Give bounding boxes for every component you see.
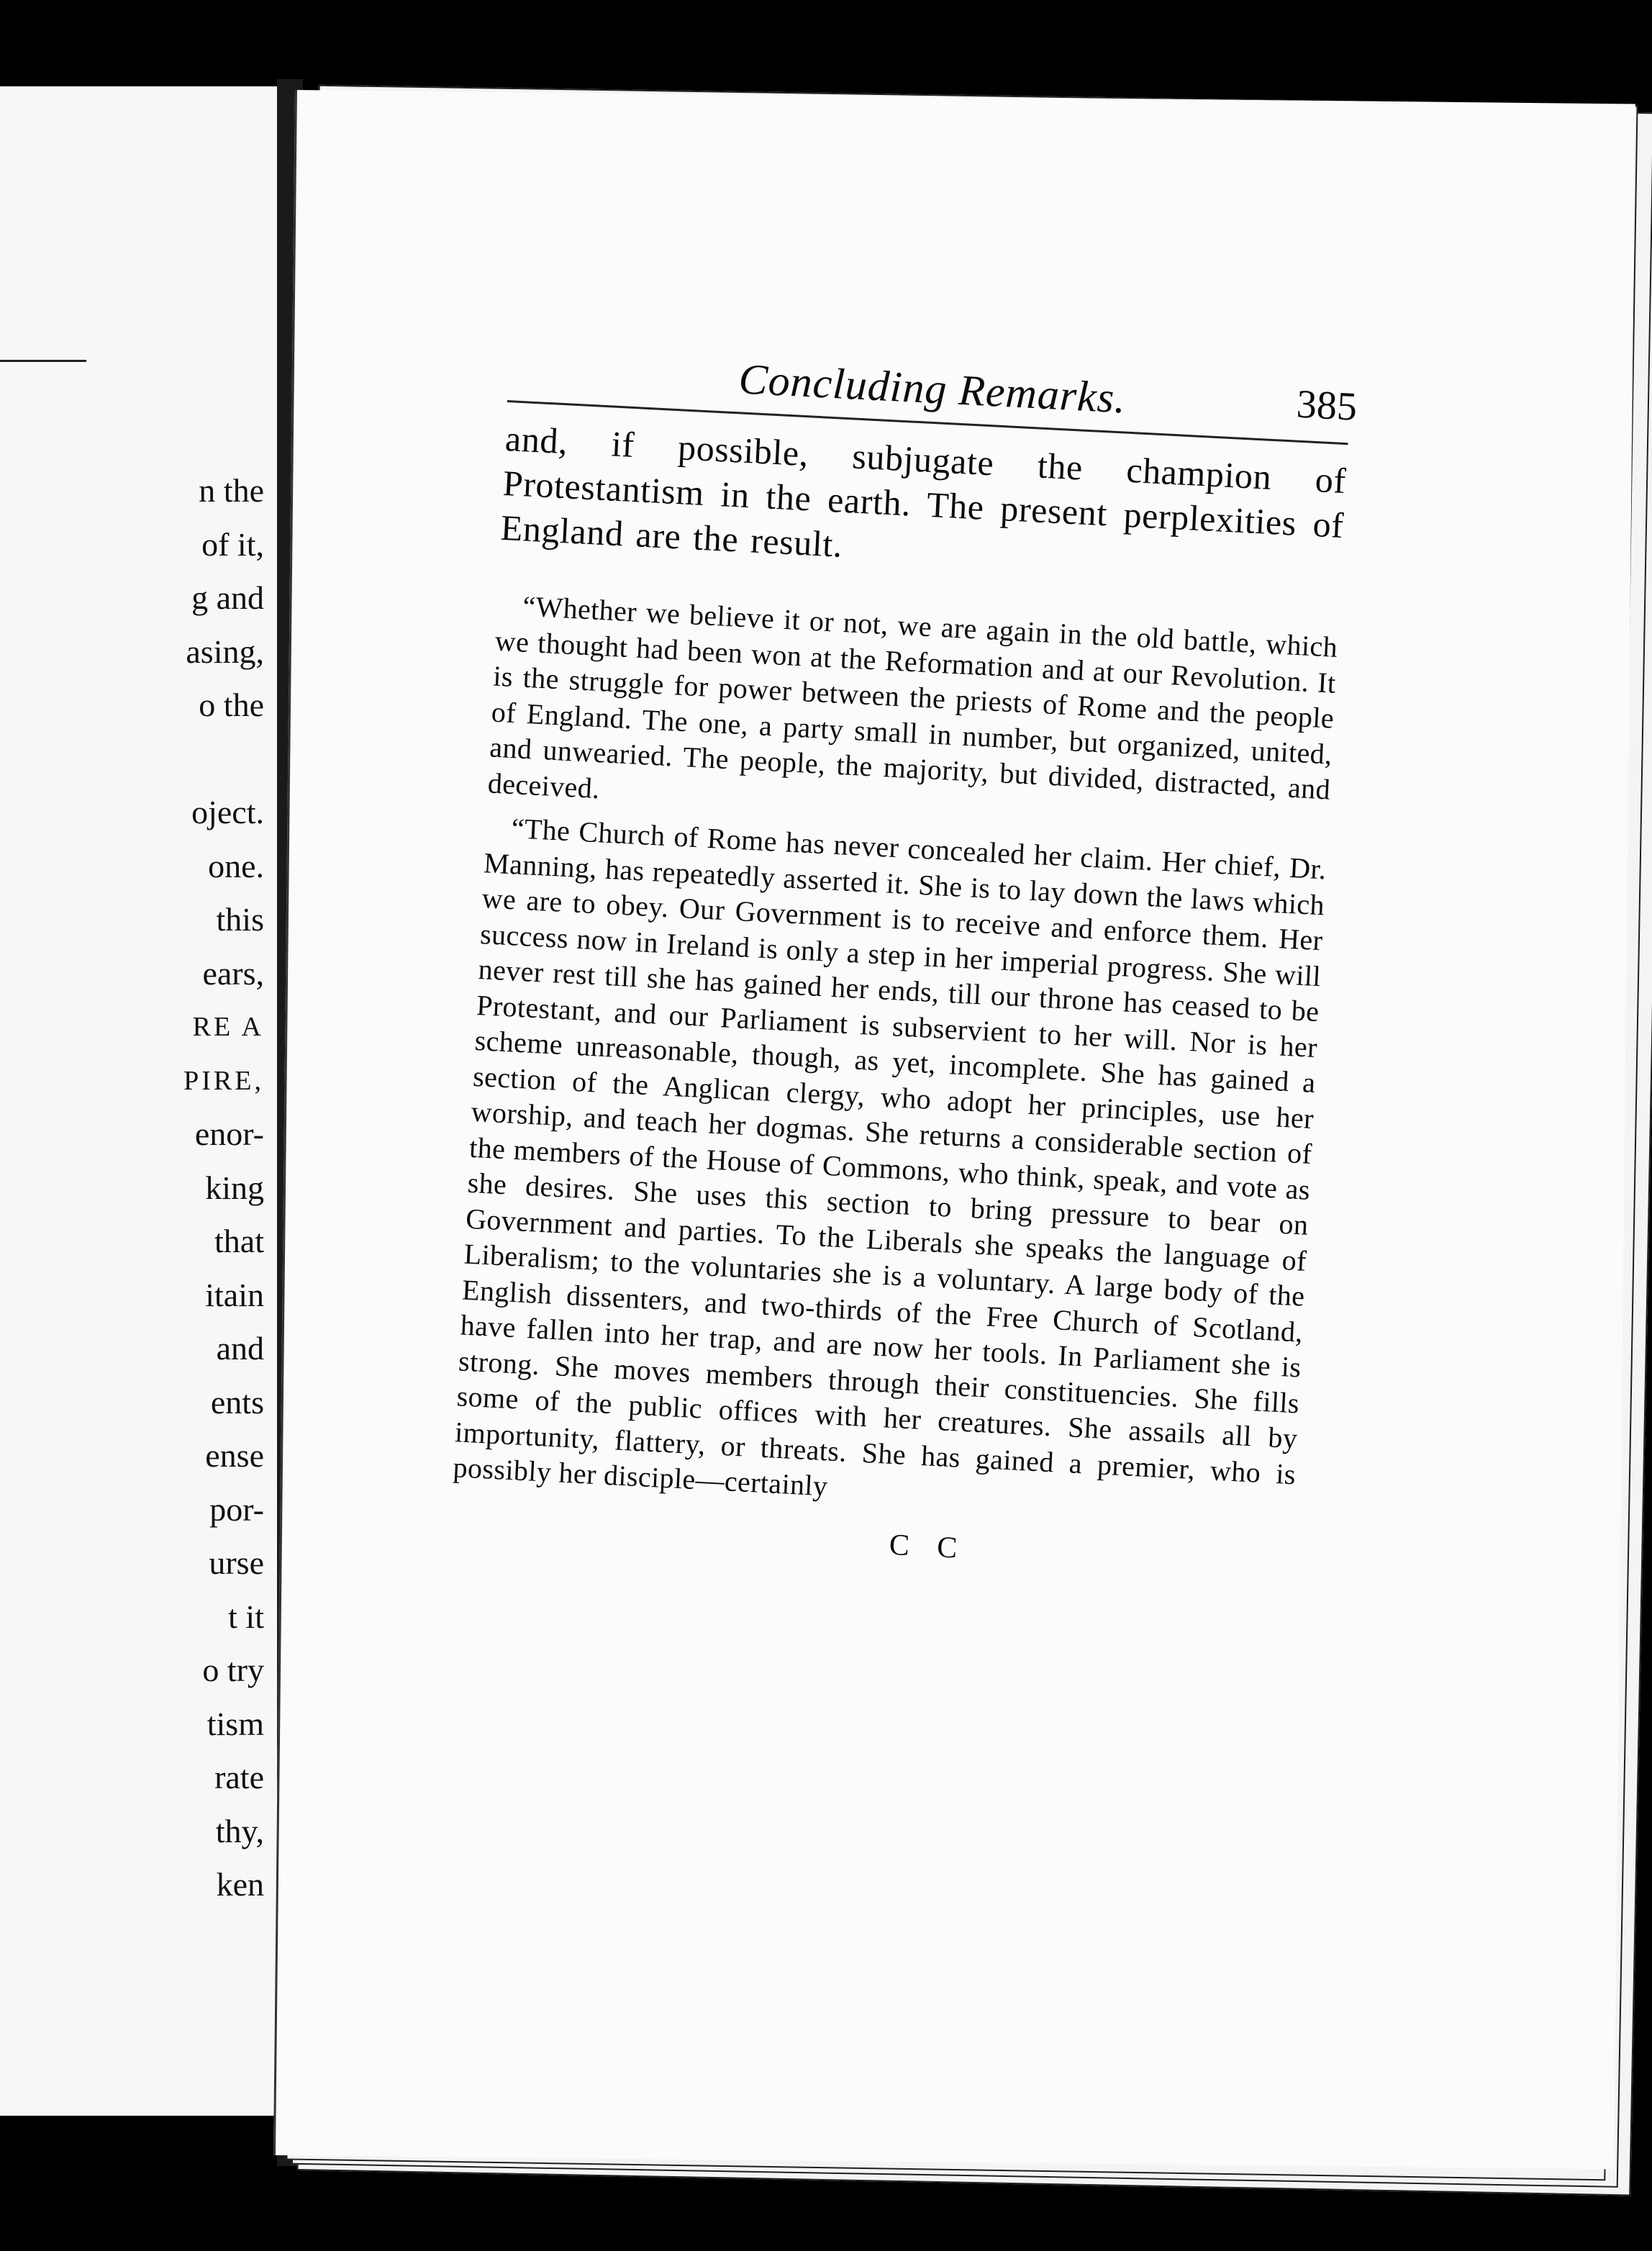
running-title: Concluding Remarks. <box>738 355 1127 422</box>
left-line: PIRE, <box>183 1065 264 1096</box>
left-line: that <box>214 1223 264 1259</box>
left-line: oject. <box>191 794 264 830</box>
left-line: o try <box>202 1652 264 1688</box>
left-line: ents <box>210 1383 264 1421</box>
right-page <box>273 90 1635 2169</box>
left-line: urse <box>209 1544 264 1581</box>
left-line: king <box>205 1169 264 1206</box>
left-line: ense <box>205 1437 264 1474</box>
left-line: enor- <box>194 1115 264 1152</box>
left-line: g and <box>191 579 264 616</box>
left-line: asing, <box>186 633 264 670</box>
left-line: thy, <box>215 1812 264 1849</box>
quote-paragraph: “The Church of Rome has never concealed her claim. Her chief, Dr. Manning, has repeatedly asserted it. She is to lay down the laws which we are to obey. Our Government is to receive and enforce them. Her success now in Ireland is only a step in her imperial progress. She will never rest till she has gained her ends, till our throne has ceased to be Protestant, and our Parliament is subservient to her will. Nor is her scheme unreasonable, though, as yet, incomplete. She has gained a section of the Anglican clergy, who adopt her principles, use her worship, and teach her dogmas. She returns a considerable section of the members of the House of Commons, who think, speak, and vote as she desires. She uses this section to bring pressure to bear on Government and parties. To the Liberals she speaks the language of Liberalism; to the voluntaries she is a voluntary. A large body of the English dissenters, and two-thirds of the Free Church of Scotland, have fallen into her trap, and are now her tools. In Parliament she is strong. She moves members through their constituencies. She fills some of the public offices with her creatures. She assails all by importunity, flattery, or threats. She has gained a premier, who is possibly her disciple—certainly <box>452 812 1328 1503</box>
left-line: and <box>216 1330 264 1367</box>
left-page-text-fragments <box>183 464 264 1912</box>
left-facing-page <box>0 86 281 2116</box>
left-line: RE A <box>192 1012 264 1042</box>
left-line: itain <box>205 1276 264 1313</box>
left-line: this <box>216 901 264 938</box>
left-line: tism <box>206 1705 264 1742</box>
left-line: por- <box>209 1490 264 1528</box>
page-content <box>450 337 1358 1582</box>
left-line: n the <box>199 472 264 509</box>
left-page-rule <box>0 360 86 362</box>
left-line <box>183 733 264 787</box>
quote-paragraph: “Whether we believe it or not, we are again in the old battle, which we thought had been won at the Reformation and at our Revolution. It is the struggle for power between the priests of Rome and the people of England. The one, a party small in number, but organized, united, and unwearied. The people, the majority, but divided, distracted, and deceived. <box>486 589 1339 806</box>
left-line: rate <box>214 1759 264 1795</box>
signature-mark: C C <box>888 1528 968 1565</box>
left-line: of it, <box>201 525 264 563</box>
left-line: one. <box>208 847 264 884</box>
page-number: 385 <box>1295 381 1358 430</box>
left-line: o the <box>199 687 264 723</box>
left-line: t it <box>228 1598 264 1635</box>
left-line: ken <box>216 1866 264 1903</box>
left-line: ears, <box>202 954 264 992</box>
lead-paragraph: and, if possible, subjugate the champion of Protestantism in the earth. The present perplexities of England are the result. <box>499 418 1348 565</box>
